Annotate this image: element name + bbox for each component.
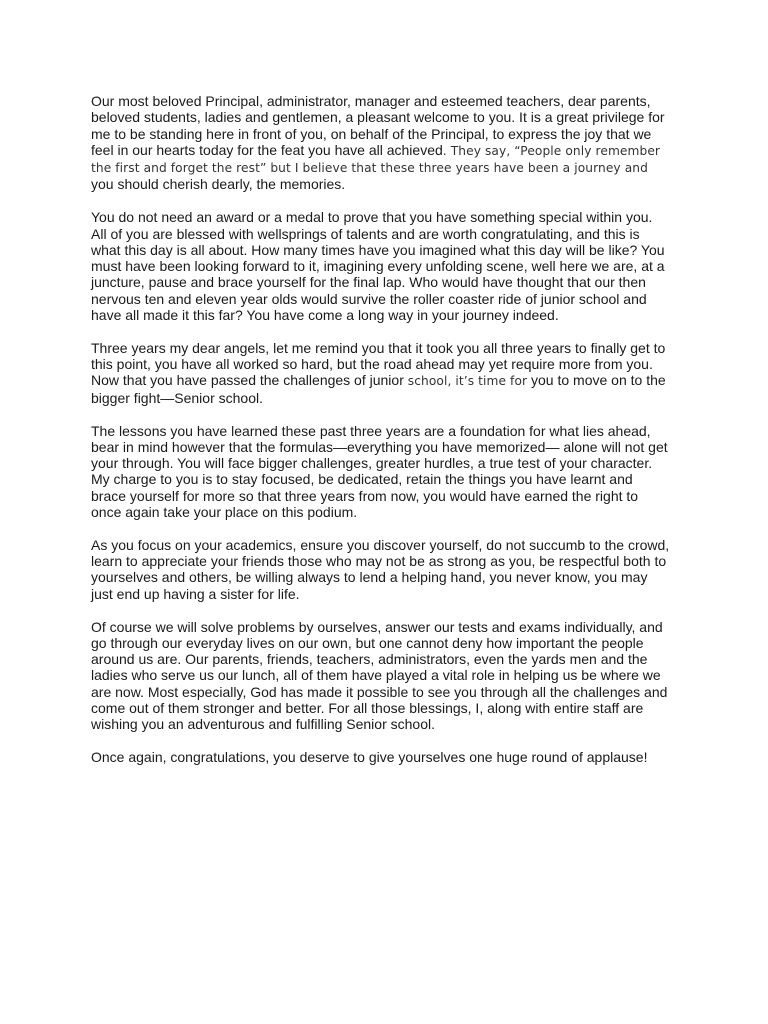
paragraph-text-segment: You do not need an award or a medal to prove that you have something special within you. All of you are blessed with wellsprings of talents and are worth congratulating, and this is what this day is all about. How many times have you imagined what this day will be like? You must have been looking forward to it, imagining every unfolding scene, well here we are, at a juncture, pause and brace yourself for the final lap. Who would have thought that our then nervous ten and eleven year olds would survive the roller coaster ride of junior school and have all made it this far? You have come a long way in your journey indeed. <box>91 209 665 324</box>
paragraph-text-segment: As you focus on your academics, ensure you discover yourself, do not succumb to the crowd, learn to appreciate your friends those who may not be as strong as you, be respectful both to yourselves and others, be willing always to lend a helping hand, you never know, you may just end up having a sister for life. <box>91 536 670 602</box>
paragraph-7 <box>91 749 671 765</box>
paragraph-text-segment: Our most beloved Principal, administrator, manager and esteemed teachers, dear parents, beloved students, ladies and gentlemen, a pleasant welcome to you. It is a great privilege for me to be standing here in front of you, on behalf of the Principal, to express the joy that we feel in our hearts today for the feat you have all achieved <box>91 93 665 158</box>
paragraph-text-segment: Once again, congratulations, you deserve to give yourselves one huge round of applause! <box>91 749 648 766</box>
speech-body <box>91 93 671 782</box>
paragraph-1 <box>91 93 671 193</box>
paragraph-4 <box>91 423 671 521</box>
paragraph-text-segment: The lessons you have learned these past three years are a foundation for what lies ahead, bear in mind however that the formulas—everything you have memorized— alone will not get your through. You will face bigger challenges, greater hurdles, a true test of your character. My charge to you is to stay focused, be dedicated, retain the things you have learnt and brace yourself for more so that three years from now, you would have earned the right to once again take your place on this podium. <box>91 422 668 521</box>
paragraph-text-segment: . They say, “People only remember the first and forget the rest” but I believe that these three years have been a journey and <box>91 143 661 176</box>
paragraph-6 <box>91 619 671 733</box>
paragraph-text-segment: Of course we will solve problems by ourselves, answer our tests and exams individually, and go through our everyday lives on our own, but one cannot deny how important the people around us are. Our parents, friends, teachers, administrators, even the yards men and the ladies who serve us our lunch, all of them have played a vital role in helping us be where we are now. Most especially, God has made it possible to see you through all the challenges and come out of them stronger and better. For all those blessings, I, along with entire staff are wishing you an adventurous and fulfilling Senior school. <box>91 618 668 733</box>
paragraph-text-segment: you to move on to the bigger fight—Senior school. <box>91 372 666 406</box>
paragraph-text-segment: school, it’s time for <box>407 374 528 389</box>
paragraph-3 <box>91 340 671 406</box>
paragraph-text-segment: Three years my dear angels, let me remind you that it took you all three years to finally get to this point, you have all worked so hard, but the road ahead may yet require more from you. Now that you have passed the challenges of junior <box>91 339 666 389</box>
paragraph-2 <box>91 209 671 323</box>
paragraph-5 <box>91 537 671 602</box>
paragraph-text-segment: you should cherish dearly, the memories. <box>91 176 346 193</box>
